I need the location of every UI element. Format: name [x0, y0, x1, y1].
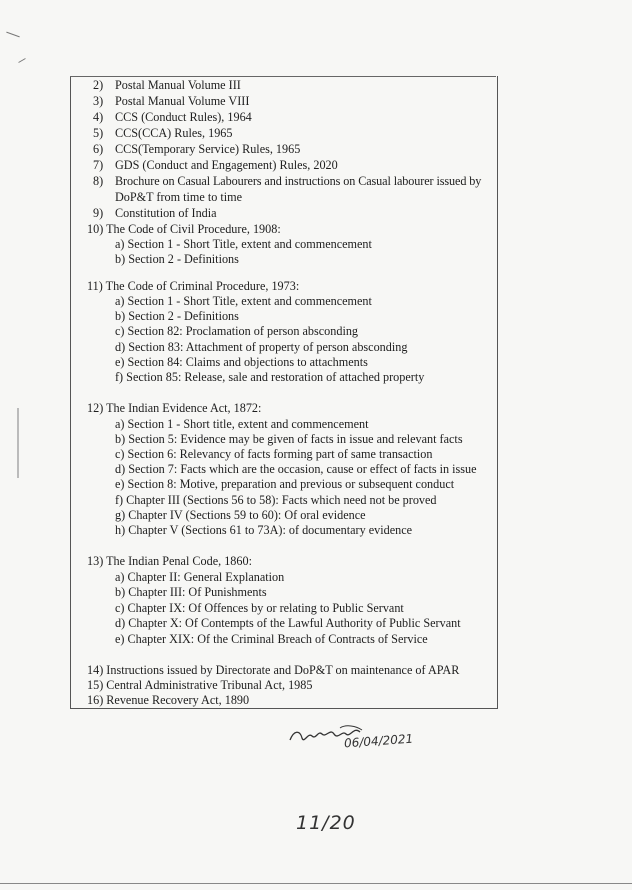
sub-item: c) Chapter IX: Of Offences by or relating to Public Servant	[115, 601, 404, 615]
sub-item: d) Chapter X: Of Contempts of the Lawful Authority of Public Servant	[115, 616, 461, 630]
section-heading-criminal: 11) The Code of Criminal Procedure, 1973:	[87, 279, 300, 293]
scan-mark-left	[18, 58, 25, 63]
item-text: CCS(CCA) Rules, 1965	[115, 126, 233, 140]
list-item-15: 15) Central Administrative Tribunal Act, 1985	[87, 678, 313, 692]
item-text: CCS(Temporary Service) Rules, 1965	[115, 142, 301, 156]
sub-item: a) Chapter II: General Explanation	[115, 570, 285, 584]
sub-item: d) Section 7: Facts which are the occasion, cause or effect of facts in issue	[115, 462, 477, 476]
item-text: Postal Manual Volume III	[115, 78, 241, 92]
item-number: 9)	[93, 206, 104, 220]
list-item-8	[93, 174, 482, 189]
sub-item: b) Section 5: Evidence may be given of facts in issue and relevant facts	[115, 432, 463, 446]
sub-item: a) Section 1 - Short Title, extent and commencement	[115, 237, 372, 251]
list-item-4	[93, 110, 252, 125]
item-number: 2)	[93, 78, 104, 92]
item-number: 7)	[93, 158, 104, 172]
list-item-8-continued	[115, 190, 242, 205]
item-text: GDS (Conduct and Engagement) Rules, 2020	[115, 158, 338, 172]
sub-item: c) Section 82: Proclamation of person absconding	[115, 324, 359, 338]
sub-item: a) Section 1 - Short Title, extent and commencement	[115, 294, 372, 308]
section-heading-evidence: 12) The Indian Evidence Act, 1872:	[87, 401, 262, 415]
sub-item: b) Section 2 - Definitions	[115, 309, 239, 323]
sub-item: h) Chapter V (Sections 61 to 73A): of documentary evidence	[115, 523, 413, 537]
sub-item: f) Chapter III (Sections 56 to 58): Facts which need not be proved	[115, 493, 437, 507]
scan-mark-top-left	[6, 32, 19, 38]
sub-item: b) Chapter III: Of Punishments	[115, 585, 267, 599]
scan-mark-margin	[17, 408, 19, 478]
sub-item: e) Section 8: Motive, preparation and previous or subsequent conduct	[115, 477, 455, 491]
list-item-14: 14) Instructions issued by Directorate and DoP&T on maintenance of APAR	[87, 663, 460, 677]
list-item-7	[93, 158, 338, 173]
sub-item: g) Chapter IV (Sections 59 to 60): Of oral evidence	[115, 508, 366, 522]
sub-item: e) Section 84: Claims and objections to attachments	[115, 355, 368, 369]
sub-item: c) Section 6: Relevancy of facts forming part of same transaction	[115, 447, 433, 461]
item-number: 4)	[93, 110, 104, 124]
frame-top-border	[70, 76, 496, 77]
sub-item: b) Section 2 - Definitions	[115, 252, 239, 266]
item-number: 5)	[93, 126, 104, 140]
list-item-6	[93, 142, 301, 157]
item-text-continued: DoP&T from time to time	[115, 190, 243, 204]
item-text: Postal Manual Volume VIII	[115, 94, 250, 108]
bottom-scan-edge	[0, 883, 632, 884]
item-text: CCS (Conduct Rules), 1964	[115, 110, 252, 124]
signature-date: 06/04/2021	[343, 731, 414, 751]
item-number: 6)	[93, 142, 104, 156]
sub-item: d) Section 83: Attachment of property of person absconding	[115, 340, 408, 354]
item-number: 8)	[93, 174, 104, 188]
section-heading-penal: 13) The Indian Penal Code, 1860:	[87, 554, 252, 568]
sub-item: a) Section 1 - Short title, extent and commencement	[115, 417, 369, 431]
list-item-2	[93, 78, 241, 93]
item-text: Constitution of India	[115, 206, 217, 220]
page-number: 11/20	[296, 812, 356, 834]
list-item-9	[93, 206, 217, 221]
sub-item: e) Chapter XIX: Of the Criminal Breach of Contracts of Service	[115, 632, 428, 646]
list-item-5	[93, 126, 233, 141]
list-item-3	[93, 94, 250, 109]
section-heading-civil: 10) The Code of Civil Procedure, 1908:	[87, 222, 281, 236]
list-item-16: 16) Revenue Recovery Act, 1890	[87, 693, 250, 707]
sub-item: f) Section 85: Release, sale and restoration of attached property	[115, 370, 425, 384]
item-number: 3)	[93, 94, 104, 108]
item-text: Brochure on Casual Labourers and instructions on Casual labourer issued by	[115, 174, 482, 188]
